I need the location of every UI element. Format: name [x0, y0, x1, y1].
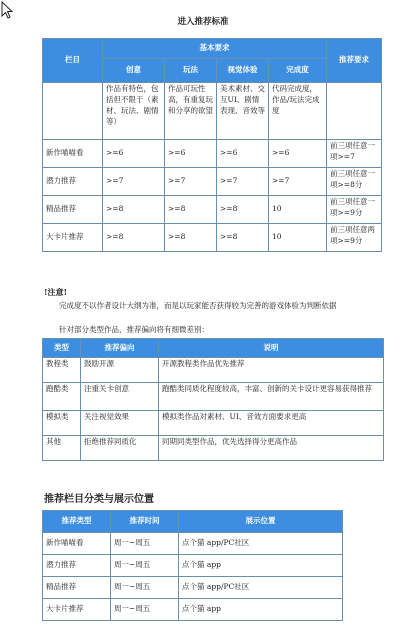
rec-time-cell: 周一~周五: [111, 599, 179, 621]
recommend-cell: 前三项任意一项>=9分: [327, 196, 382, 224]
row-name: 精品推荐: [43, 196, 103, 224]
score-cell: >=6: [269, 140, 327, 168]
sub-header-creativity: 创意: [103, 59, 165, 83]
standards-table: [42, 38, 382, 252]
header-desc: 说明: [159, 339, 384, 358]
criteria-cell: 美术素材、交互UI、剧情表现、音效等: [217, 83, 269, 140]
display-cell: 点个猫 app/PC社区: [179, 577, 343, 599]
score-cell: >=7: [103, 168, 165, 196]
score-cell: 10: [269, 196, 327, 224]
row-name: 大卡片推荐: [43, 224, 103, 252]
display-cell: 点个猫 app: [179, 599, 343, 621]
placement-table: [42, 510, 343, 621]
rec-time-cell: 周一~周五: [111, 533, 179, 555]
rec-type-cell: 新作喵喵看: [43, 533, 111, 555]
notes-title: !注意!: [44, 287, 68, 297]
score-cell: >=8: [165, 196, 217, 224]
desc-cell: 同期同类型作品，优先选择得分更高作品: [159, 436, 384, 461]
rec-time-cell: 周一~周五: [111, 577, 179, 599]
sub-header-gameplay: 玩法: [165, 59, 217, 83]
bias-cell: 注重关卡创意: [81, 383, 159, 411]
sub-header-visual: 视觉体验: [217, 59, 269, 83]
header-recommend: 推荐要求: [327, 39, 382, 83]
row-name: 潜力推荐: [43, 168, 103, 196]
score-cell: 10: [269, 224, 327, 252]
recommend-cell: 前三项任意一项>=7: [327, 140, 382, 168]
bias-cell: 拒绝推荐同质化: [81, 436, 159, 461]
desc-cell: 开源教程类作品优先推荐: [159, 358, 384, 383]
rec-time-cell: 周一~周五: [111, 555, 179, 577]
type-cell: 教程类: [43, 358, 81, 383]
criteria-cell: 代码完成度，作品/玩法完成度: [269, 83, 327, 140]
display-cell: 点个猫 app: [179, 555, 343, 577]
notes-paragraph: 针对部分类型作品，推荐偏向将有细微差别：: [59, 325, 209, 334]
row-name: 新作喵喵看: [43, 140, 103, 168]
recommend-cell: 前三项任意一项>=8分: [327, 168, 382, 196]
header-column: 栏目: [43, 39, 103, 83]
recommend-cell: 前三项任意两项>=9分: [327, 224, 382, 252]
score-cell: >=7: [217, 168, 269, 196]
desc-cell: 模拟类作品对素材、UI、音效方面要求更高: [159, 411, 384, 436]
notes-paragraph: 完成度不以作者设计大纲为准，而是以玩家能否获得较为完善的游戏体验为判断依据: [59, 301, 337, 310]
header-type: 类型: [43, 339, 81, 358]
score-cell: >=8: [217, 196, 269, 224]
type-cell: 其他: [43, 436, 81, 461]
desc-cell: 跑酷类同质化程度较高，丰富、创新的关卡设计更容易获得推荐: [159, 383, 384, 411]
header-basic: 基本要求: [103, 39, 327, 59]
score-cell: >=8: [217, 224, 269, 252]
section-title: 推荐栏目分类与展示位置: [44, 494, 154, 505]
sub-header-completion: 完成度: [269, 59, 327, 83]
rec-type-cell: 精品推荐: [43, 577, 111, 599]
type-cell: 跑酷类: [43, 383, 81, 411]
score-cell: >=6: [165, 140, 217, 168]
bias-cell: 鼓励开源: [81, 358, 159, 383]
page-title: 进入推荐标准: [177, 17, 229, 27]
header-rec-time: 推荐时间: [111, 511, 179, 533]
criteria-cell: 作品可玩性高，有重复玩和分享的欲望: [165, 83, 217, 140]
bias-cell: 关注视觉效果: [81, 411, 159, 436]
score-cell: >=8: [103, 196, 165, 224]
header-bias: 推荐偏向: [81, 339, 159, 358]
score-cell: >=7: [165, 168, 217, 196]
rec-type-cell: 潜力推荐: [43, 555, 111, 577]
display-cell: 点个猫 app/PC社区: [179, 533, 343, 555]
score-cell: >=7: [269, 168, 327, 196]
type-cell: 模拟类: [43, 411, 81, 436]
score-cell: >=6: [103, 140, 165, 168]
criteria-blank: [43, 83, 103, 140]
score-cell: >=8: [103, 224, 165, 252]
criteria-blank: [327, 83, 382, 140]
header-display: 展示位置: [179, 511, 343, 533]
header-rec-type: 推荐类型: [43, 511, 111, 533]
rec-type-cell: 大卡片推荐: [43, 599, 111, 621]
score-cell: >=8: [165, 224, 217, 252]
criteria-cell: 作品有特色，包括但不限于（素材、玩法、剧情等）: [103, 83, 165, 140]
score-cell: >=6: [217, 140, 269, 168]
type-bias-table: [42, 338, 384, 461]
